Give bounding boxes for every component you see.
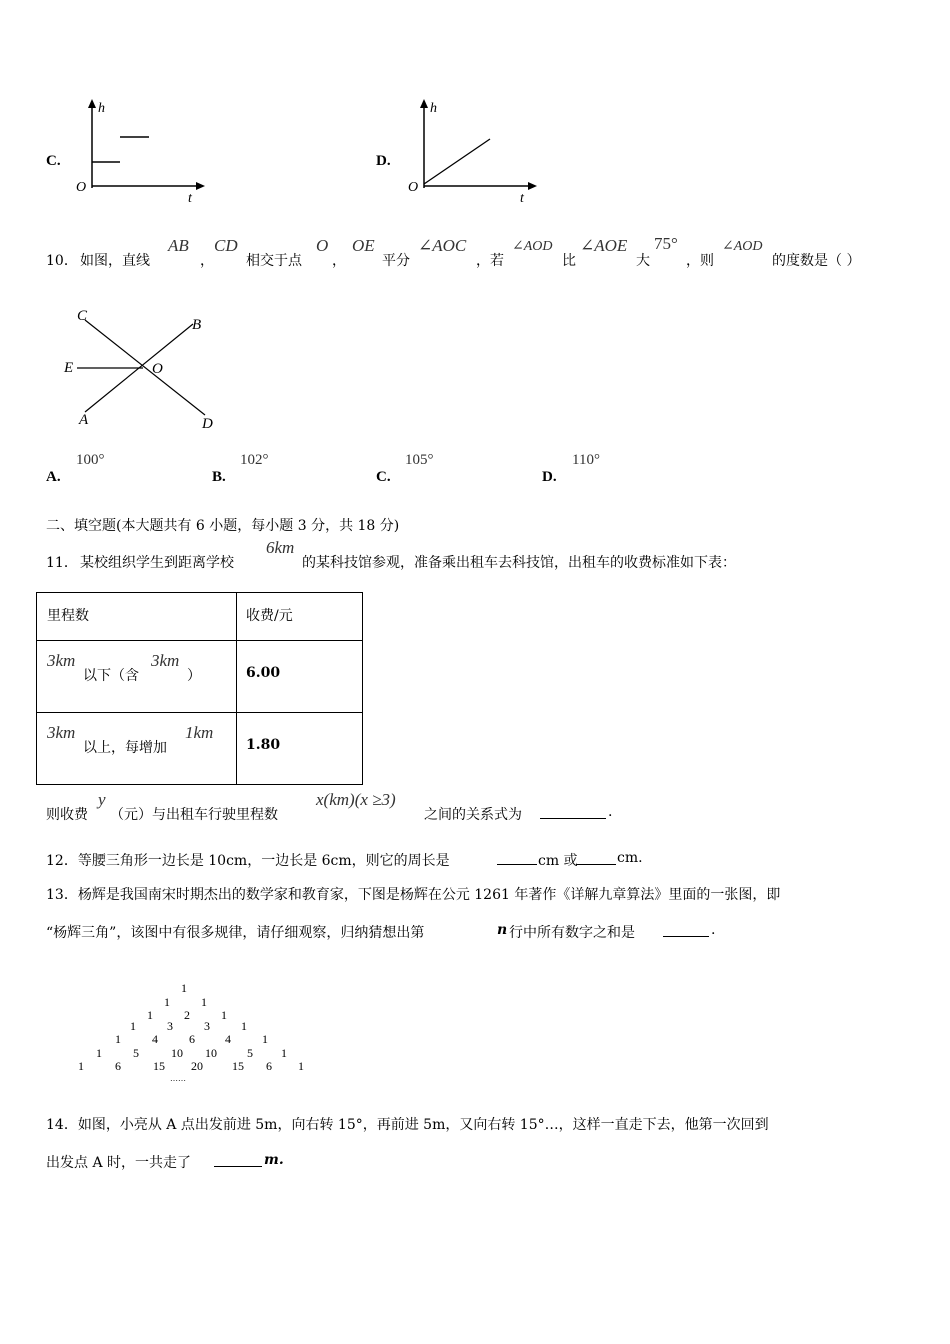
fee-header-distance-text: 里程数 bbox=[47, 608, 89, 624]
fee-header-cost-text: 收费/元 bbox=[246, 608, 293, 624]
fee-row2-text: 以上，每增加 bbox=[83, 740, 167, 756]
fee-row2-cost bbox=[237, 713, 363, 785]
tri-cell: 1 bbox=[221, 1008, 227, 1022]
q10-option-c-label: C. bbox=[376, 469, 391, 485]
tri-cell: 15 bbox=[232, 1059, 244, 1073]
q11-math-x: x(km)(x ≥3) bbox=[316, 790, 396, 809]
fig-label-e: E bbox=[64, 360, 74, 376]
tri-ellipsis: …… bbox=[170, 1074, 186, 1083]
graph-c-y-arrow bbox=[88, 99, 96, 108]
tri-cell: 1 bbox=[164, 995, 170, 1009]
q14-line-1: 14．如图，小亮从 A 点出发前进 5m，向右转 15°，再前进 5m，又向右转 15°…，这样一直走下去，他第一次回到 bbox=[46, 1117, 769, 1133]
tri-cell: 1 bbox=[241, 1019, 247, 1033]
q11-math-6km: 6km bbox=[266, 538, 295, 557]
q13-end: . bbox=[711, 922, 716, 938]
q10-math-ab: AB bbox=[168, 236, 189, 255]
q10-text-3: 平分 bbox=[382, 253, 410, 269]
option-c-label: C. bbox=[46, 153, 61, 169]
fee-row1-cost bbox=[237, 641, 363, 713]
q10-text-4: ，若 bbox=[476, 253, 504, 269]
tri-cell: 3 bbox=[204, 1019, 210, 1033]
fee-row1-cost-text: 6.00 bbox=[246, 665, 281, 681]
q10-figure bbox=[55, 300, 235, 440]
q12-answer-blank-1 bbox=[497, 864, 537, 865]
fee-header-cost bbox=[237, 593, 363, 641]
q14-line-2: 出发点 A 时，一共走了 bbox=[46, 1155, 192, 1171]
fee-header-distance bbox=[37, 593, 237, 641]
fee-row1-m2: 3km bbox=[151, 651, 180, 670]
tri-cell: 1 bbox=[147, 1008, 153, 1022]
q10-option-a-value: 100° bbox=[76, 452, 105, 468]
q10-text-1: 如图，直线 bbox=[80, 253, 150, 269]
q11-question-text-3: 之间的关系式为 bbox=[424, 807, 522, 823]
graph-d-origin: O bbox=[408, 180, 419, 195]
tri-cell: 4 bbox=[225, 1032, 231, 1046]
q10-math-75: 75° bbox=[654, 234, 678, 253]
tri-cell: 1 bbox=[115, 1032, 121, 1046]
tri-cell: 6 bbox=[189, 1032, 195, 1046]
q10-math-aoc: ∠AOC bbox=[418, 236, 467, 255]
q11-math-y: y bbox=[98, 790, 106, 809]
tri-cell: 1 bbox=[78, 1059, 84, 1073]
q10-comma-2: ， bbox=[332, 253, 346, 269]
q11-text-1: 某校组织学生到距离学校 bbox=[80, 555, 234, 571]
q11-number: 11． bbox=[46, 555, 78, 571]
q10-option-d-value: 110° bbox=[572, 452, 600, 468]
option-d-label: D. bbox=[376, 153, 391, 169]
tri-cell: 5 bbox=[133, 1046, 139, 1060]
tri-cell: 1 bbox=[130, 1019, 136, 1033]
fee-row2-distance bbox=[37, 713, 237, 785]
q10-option-b-label: B. bbox=[212, 469, 226, 485]
q11-question-text-2: （元）与出租车行驶里程数 bbox=[110, 807, 278, 823]
table-row bbox=[37, 641, 363, 713]
q13-line-2b: 行中所有数字之和是 bbox=[509, 925, 635, 941]
q10-math-aod: ∠AOD bbox=[512, 239, 553, 254]
fee-table bbox=[36, 592, 363, 785]
tri-cell: 1 bbox=[181, 981, 187, 995]
tri-cell: 3 bbox=[167, 1019, 173, 1033]
q11-answer-blank bbox=[540, 818, 606, 819]
q10-math-oe: OE bbox=[352, 236, 375, 255]
fee-row1-close: ） bbox=[187, 668, 201, 684]
q12-unit-2: cm. bbox=[617, 850, 643, 866]
fee-row1-distance bbox=[37, 641, 237, 713]
fig-label-b: B bbox=[192, 317, 202, 333]
q14-answer-blank bbox=[214, 1166, 262, 1167]
fig-label-c: C bbox=[77, 308, 88, 324]
q13-line-1: 13．杨辉是我国南宋时期杰出的数学家和教育家，下图是杨辉在公元 1261 年著作《详解九章算法》里面的一张图，即 bbox=[46, 887, 781, 903]
q10-number: 10． bbox=[46, 253, 78, 269]
q10-option-d-label: D. bbox=[542, 469, 557, 485]
tri-cell: 1 bbox=[281, 1046, 287, 1060]
section-heading-fill-blank: 二、填空题(本大题共有 6 小题，每小题 3 分，共 18 分) bbox=[46, 518, 400, 534]
q14-unit: m. bbox=[264, 1152, 284, 1168]
graph-c-origin: O bbox=[76, 180, 87, 195]
fee-row2-m1: 3km bbox=[47, 723, 76, 742]
tri-cell: 6 bbox=[115, 1059, 121, 1073]
fee-row2-m2: 1km bbox=[185, 723, 214, 742]
q10-text-5: 比 bbox=[562, 253, 576, 269]
q10-math-aod-2: ∠AOD bbox=[722, 239, 763, 254]
tri-cell: 15 bbox=[153, 1059, 165, 1073]
q10-text-6: 大 bbox=[636, 253, 650, 269]
q10-math-cd: CD bbox=[214, 236, 238, 255]
tri-cell: 20 bbox=[191, 1059, 203, 1073]
fee-row2-cost-text: 1.80 bbox=[246, 737, 281, 753]
q10-text-2: 相交于点 bbox=[246, 253, 302, 269]
q10-option-c-value: 105° bbox=[405, 452, 434, 468]
graph-d-t-label: t bbox=[520, 191, 524, 206]
tri-cell: 1 bbox=[96, 1046, 102, 1060]
tri-cell: 4 bbox=[152, 1032, 158, 1046]
fee-row1-text: 以下（含 bbox=[83, 668, 139, 684]
q11-end: . bbox=[608, 804, 613, 820]
tri-cell: 10 bbox=[205, 1046, 217, 1060]
graph-c-x-arrow bbox=[196, 182, 205, 190]
fee-row1-m1: 3km bbox=[47, 651, 76, 670]
fig-label-o: O bbox=[152, 361, 163, 377]
q13-n: n bbox=[497, 922, 508, 938]
q12-text: 12．等腰三角形一边长是 10cm，一边长是 6cm，则它的周长是 bbox=[46, 853, 450, 869]
table-row bbox=[37, 713, 363, 785]
tri-cell: 6 bbox=[266, 1059, 272, 1073]
graph-d-x-arrow bbox=[528, 182, 537, 190]
graph-d-line bbox=[424, 139, 490, 184]
q10-option-b-value: 102° bbox=[240, 452, 269, 468]
tri-cell: 5 bbox=[247, 1046, 253, 1060]
q10-comma-1: ， bbox=[200, 253, 214, 269]
graph-c-t-label: t bbox=[188, 191, 192, 206]
q10-option-a-label: A. bbox=[46, 469, 61, 485]
q13-line-2a: “杨辉三角”，该图中有很多规律，请仔细观察，归纳猜想出第 bbox=[46, 925, 425, 941]
q10-text-7: ，则 bbox=[686, 253, 714, 269]
tri-cell: 1 bbox=[201, 995, 207, 1009]
graph-c-h-label: h bbox=[98, 101, 105, 116]
tri-cell: 1 bbox=[262, 1032, 268, 1046]
tri-cell: 1 bbox=[298, 1059, 304, 1073]
q10-math-o: O bbox=[316, 236, 329, 255]
graph-d-y-arrow bbox=[420, 99, 428, 108]
q11-text-2: 的某科技馆参观，准备乘出租车去科技馆，出租车的收费标准如下表： bbox=[302, 555, 736, 571]
tri-cell: 10 bbox=[171, 1046, 183, 1060]
q12-answer-blank-2 bbox=[576, 864, 616, 865]
q13-answer-blank bbox=[663, 936, 709, 937]
q10-text-8: 的度数是（ ） bbox=[772, 253, 861, 269]
q11-question-text-1: 则收费 bbox=[46, 807, 88, 823]
graph-d-h-label: h bbox=[430, 101, 437, 116]
graph-d bbox=[404, 96, 544, 206]
q12-unit-1: cm 或 bbox=[538, 853, 578, 869]
fig-label-a: A bbox=[79, 412, 89, 428]
fig-label-d: D bbox=[202, 416, 213, 432]
graph-c bbox=[72, 96, 212, 206]
q10-math-aoe: ∠AOE bbox=[580, 236, 628, 255]
tri-cell: 2 bbox=[184, 1008, 190, 1022]
